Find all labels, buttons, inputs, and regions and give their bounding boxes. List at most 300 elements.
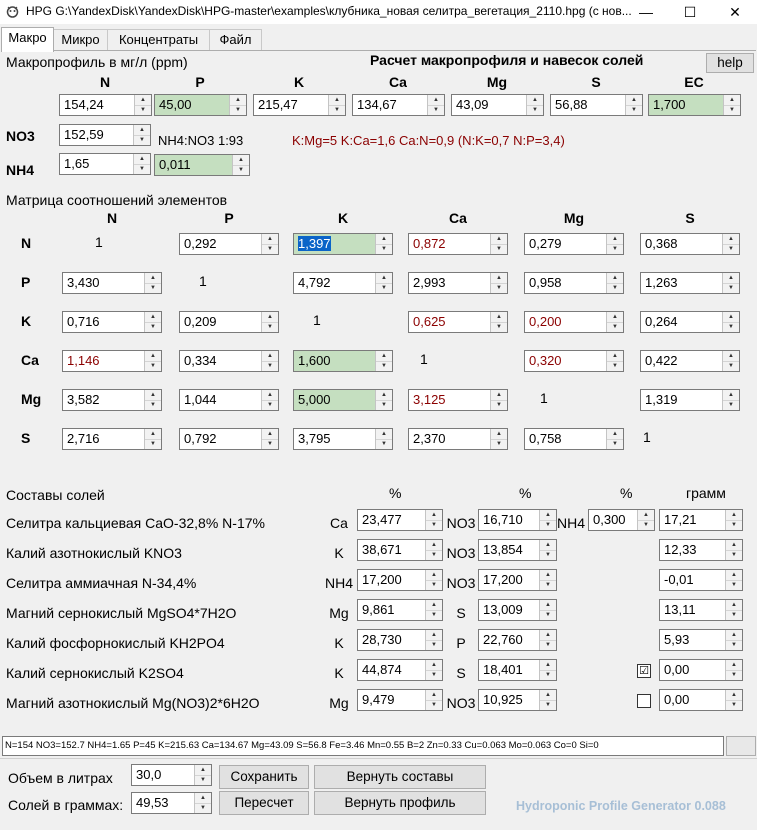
spin-buttons[interactable] [261,312,278,332]
matrix-cell-K-Ca[interactable] [408,311,508,333]
spin-buttons[interactable] [625,95,642,115]
spin-up-icon[interactable]: ▲ [426,660,442,671]
spin-down-icon[interactable]: ▼ [431,642,437,648]
spin-up-icon[interactable]: ▲ [491,234,507,245]
salt-percent-2-input[interactable] [478,659,557,681]
spin-up-icon[interactable]: ▲ [426,540,442,551]
nh4-input[interactable] [59,153,151,175]
matrix-cell-Mg-S-value: 1,319 [645,392,678,407]
spin-buttons[interactable] [539,690,556,710]
spin-up-icon[interactable]: ▲ [491,429,507,440]
spin-down-icon[interactable]: ▼ [731,582,737,588]
spin-up-icon[interactable]: ▲ [607,273,623,284]
spin-buttons[interactable] [606,429,623,449]
spin-up-icon[interactable]: ▲ [540,510,556,521]
spin-buttons[interactable] [134,95,151,115]
spin-buttons[interactable] [232,155,249,175]
spin-down-icon[interactable]: ▼ [267,402,273,408]
spin-up-icon[interactable]: ▲ [540,540,556,551]
spin-up-icon[interactable]: ▲ [262,351,278,362]
spin-buttons[interactable] [490,312,507,332]
macro-header-Ca: Ca [389,74,407,90]
matrix-cell-Mg-P-value: 1,044 [184,392,217,407]
restore-profile-button[interactable]: Вернуть профиль [314,791,486,815]
spin-buttons[interactable] [526,95,543,115]
spin-down-icon[interactable]: ▼ [612,441,618,447]
macro-p-input[interactable] [154,94,247,116]
spin-buttons[interactable] [606,234,623,254]
spin-down-icon[interactable]: ▼ [496,324,502,330]
matrix-cell-Ca-S[interactable] [640,350,740,372]
spin-up-icon[interactable]: ▲ [134,125,150,136]
close-button[interactable]: ✕ [729,3,741,20]
spin-buttons[interactable] [539,570,556,590]
spin-down-icon[interactable]: ▼ [431,702,437,708]
salt-percent-1-input[interactable] [357,689,443,711]
spin-up-icon[interactable]: ▲ [626,95,642,106]
spin-buttons[interactable] [722,312,739,332]
salt-percent-1-input[interactable] [357,599,443,621]
spin-up-icon[interactable]: ▲ [607,429,623,440]
salt-grams-input[interactable] [659,509,743,531]
spin-down-icon[interactable]: ▼ [139,137,145,143]
spin-buttons[interactable] [144,312,161,332]
spin-down-icon[interactable]: ▼ [731,522,737,528]
spin-down-icon[interactable]: ▼ [728,324,734,330]
spin-buttons[interactable] [490,390,507,410]
salt-grams-input[interactable] [659,569,743,591]
salt-element-2: NO3 [446,695,476,711]
spin-buttons[interactable] [425,510,442,530]
matrix-row-N: N [21,235,32,251]
spin-up-icon[interactable]: ▲ [724,95,740,106]
percent-header-1: % [389,485,402,501]
spin-buttons[interactable] [375,273,392,293]
spin-down-icon[interactable]: ▼ [545,552,551,558]
spin-down-icon[interactable]: ▼ [433,107,439,113]
calc-title: Расчет макропрофиля и навесок солей [370,52,644,68]
salt-name: Калий сернокислый K2SO4 [6,665,184,681]
spin-buttons[interactable] [539,630,556,650]
matrix-cell-N-Mg[interactable] [524,233,624,255]
spin-down-icon[interactable]: ▼ [140,107,146,113]
matrix-cell-S-P-value: 0,792 [184,431,217,446]
spin-up-icon[interactable]: ▲ [726,570,742,581]
spin-buttons[interactable] [425,540,442,560]
spin-down-icon[interactable]: ▼ [545,642,551,648]
matrix-cell-K-N[interactable] [62,311,162,333]
spin-up-icon[interactable]: ▲ [491,390,507,401]
status-box [726,736,756,756]
tab-macro[interactable]: Макро [1,27,54,52]
spin-up-icon[interactable]: ▲ [607,351,623,362]
salt-grams-input-value: 13,11 [664,602,696,617]
spin-up-icon[interactable]: ▲ [426,690,442,701]
spin-buttons[interactable] [375,390,392,410]
spin-buttons[interactable] [229,95,246,115]
matrix-cell-Ca-P[interactable] [179,350,279,372]
matrix-cell-N-P[interactable] [179,233,279,255]
matrix-cell-Ca-K-value: 1,600 [298,353,331,368]
spin-buttons[interactable] [425,630,442,650]
spin-up-icon[interactable]: ▲ [723,312,739,323]
spin-buttons[interactable] [144,390,161,410]
spin-up-icon[interactable]: ▲ [491,273,507,284]
spin-up-icon[interactable]: ▲ [726,630,742,641]
spin-up-icon[interactable]: ▲ [540,690,556,701]
matrix-col-S: S [685,210,695,226]
matrix-cell-P-K[interactable] [293,272,393,294]
spin-buttons[interactable] [725,540,742,560]
matrix-cell-S-Ca[interactable] [408,428,508,450]
spin-down-icon[interactable]: ▼ [496,441,502,447]
spin-down-icon[interactable]: ▼ [200,805,206,811]
macro-n-input[interactable] [59,94,152,116]
spin-buttons[interactable] [375,429,392,449]
spin-down-icon[interactable]: ▼ [150,285,156,291]
spin-up-icon[interactable]: ▲ [134,154,150,165]
spin-down-icon[interactable]: ▼ [267,246,273,252]
spin-buttons[interactable] [606,312,623,332]
spin-up-icon[interactable]: ▲ [540,570,556,581]
matrix-cell-P-N[interactable] [62,272,162,294]
spin-buttons[interactable] [539,540,556,560]
matrix-cell-Mg-S[interactable] [640,389,740,411]
salt-percent-1-input[interactable] [357,569,443,591]
spin-buttons[interactable] [723,95,740,115]
spin-up-icon[interactable]: ▲ [262,429,278,440]
spin-up-icon[interactable]: ▲ [426,570,442,581]
spin-down-icon[interactable]: ▼ [731,642,737,648]
salt-grams-input[interactable] [659,689,743,711]
matrix-cell-K-Mg[interactable] [524,311,624,333]
spin-up-icon[interactable]: ▲ [726,540,742,551]
salt-percent-1-input[interactable] [357,509,443,531]
spin-up-icon[interactable]: ▲ [376,351,392,362]
spin-buttons[interactable] [725,570,742,590]
spin-up-icon[interactable]: ▲ [607,312,623,323]
salt-grams-input-value: -0,01 [664,572,694,587]
matrix-row-K: K [21,313,32,329]
spin-buttons[interactable] [261,390,278,410]
spin-buttons[interactable] [539,510,556,530]
spin-down-icon[interactable]: ▼ [631,107,637,113]
spin-up-icon[interactable]: ▲ [426,510,442,521]
macro-header-EC: EC [684,74,704,90]
salt-name: Селитра аммиачная N-34,4% [6,575,197,591]
spin-up-icon[interactable]: ▲ [426,630,442,641]
spin-buttons[interactable] [606,273,623,293]
spin-up-icon[interactable]: ▲ [726,510,742,521]
matrix-cell-N-Ca[interactable] [408,233,508,255]
matrix-cell-P-Mg[interactable] [524,272,624,294]
spin-down-icon[interactable]: ▼ [728,285,734,291]
salt-percent-1-input[interactable] [357,629,443,651]
spin-up-icon[interactable]: ▲ [262,390,278,401]
matrix-cell-S-N[interactable] [62,428,162,450]
spin-buttons[interactable] [722,390,739,410]
spin-down-icon[interactable]: ▼ [381,441,387,447]
spin-up-icon[interactable]: ▲ [230,95,246,106]
spin-down-icon[interactable]: ▼ [532,107,538,113]
spin-buttons[interactable] [490,234,507,254]
spin-buttons[interactable] [539,660,556,680]
spin-buttons[interactable] [427,95,444,115]
spin-up-icon[interactable]: ▲ [329,95,345,106]
spin-buttons[interactable] [722,273,739,293]
matrix-cell-P-Ca[interactable] [408,272,508,294]
spin-up-icon[interactable]: ▲ [145,351,161,362]
spin-up-icon[interactable]: ▲ [726,660,742,671]
matrix-cell-K-S-value: 0,264 [645,314,678,329]
salt-percent-2-input[interactable] [478,509,557,531]
spin-down-icon[interactable]: ▼ [545,672,551,678]
spin-down-icon[interactable]: ▼ [496,402,502,408]
spin-buttons[interactable] [261,234,278,254]
spin-down-icon[interactable]: ▼ [235,107,241,113]
matrix-row-S: S [21,430,31,446]
spin-buttons[interactable] [328,95,345,115]
salt-percent-1-input-value: 9,479 [362,692,395,707]
matrix-cell-S-P[interactable] [179,428,279,450]
matrix-cell-Ca-N[interactable] [62,350,162,372]
spin-down-icon[interactable]: ▼ [731,702,737,708]
spin-down-icon[interactable]: ▼ [496,246,502,252]
spin-down-icon[interactable]: ▼ [431,522,437,528]
spin-buttons[interactable] [425,660,442,680]
tab-micro[interactable]: Микро [53,29,108,51]
spin-down-icon[interactable]: ▼ [643,522,649,528]
spin-buttons[interactable] [375,351,392,371]
spin-buttons[interactable] [261,351,278,371]
macro-s-input[interactable] [550,94,643,116]
spin-up-icon[interactable]: ▲ [376,234,392,245]
spin-down-icon[interactable]: ▼ [728,402,734,408]
spin-up-icon[interactable]: ▲ [376,273,392,284]
spin-buttons[interactable] [539,600,556,620]
spin-up-icon[interactable]: ▲ [426,600,442,611]
spin-buttons[interactable] [637,510,654,530]
spin-buttons[interactable] [133,154,150,174]
spin-up-icon[interactable]: ▲ [723,351,739,362]
spin-up-icon[interactable]: ▲ [540,660,556,671]
matrix-cell-Mg-Ca[interactable] [408,389,508,411]
spin-buttons[interactable] [425,600,442,620]
tab-bar [0,27,757,51]
spin-buttons[interactable] [375,234,392,254]
spin-up-icon[interactable]: ▲ [135,95,151,106]
salt-enable-checkbox[interactable] [637,694,651,708]
spin-buttons[interactable] [144,429,161,449]
matrix-cell-P-N-value: 3,430 [67,275,100,290]
spin-down-icon[interactable]: ▼ [150,441,156,447]
nh4-secondary-input[interactable] [154,154,250,176]
spin-buttons[interactable] [144,351,161,371]
spin-up-icon[interactable]: ▲ [723,234,739,245]
spin-buttons[interactable] [722,234,739,254]
spin-up-icon[interactable]: ▲ [527,95,543,106]
spin-up-icon[interactable]: ▲ [540,600,556,611]
no3-input[interactable] [59,124,151,146]
spin-up-icon[interactable]: ▲ [262,234,278,245]
spin-buttons[interactable] [144,273,161,293]
macro-ec-input[interactable] [648,94,741,116]
spin-buttons[interactable] [606,351,623,371]
spin-down-icon[interactable]: ▼ [150,402,156,408]
matrix-cell-Mg-N[interactable] [62,389,162,411]
spin-up-icon[interactable]: ▲ [262,312,278,323]
spin-buttons[interactable] [725,510,742,530]
spin-up-icon[interactable]: ▲ [376,390,392,401]
spin-buttons[interactable] [490,273,507,293]
spin-buttons[interactable] [725,690,742,710]
spin-down-icon[interactable]: ▼ [431,552,437,558]
matrix-cell-P-S[interactable] [640,272,740,294]
salt-enable-checkbox[interactable]: ☑ [637,664,651,678]
spin-down-icon[interactable]: ▼ [431,672,437,678]
spin-buttons[interactable] [490,429,507,449]
restore-salts-button[interactable]: Вернуть составы [314,765,486,789]
matrix-cell-S-Mg[interactable] [524,428,624,450]
spin-down-icon[interactable]: ▼ [612,363,618,369]
spin-down-icon[interactable]: ▼ [612,324,618,330]
spin-down-icon[interactable]: ▼ [150,324,156,330]
spin-down-icon[interactable]: ▼ [728,363,734,369]
spin-down-icon[interactable]: ▼ [612,246,618,252]
salt-percent-2-input[interactable] [478,539,557,561]
spin-up-icon[interactable]: ▲ [145,429,161,440]
spin-down-icon[interactable]: ▼ [267,363,273,369]
spin-up-icon[interactable]: ▲ [145,390,161,401]
spin-down-icon[interactable]: ▼ [545,612,551,618]
spin-up-icon[interactable]: ▲ [491,312,507,323]
salt-grams-input[interactable] [659,659,743,681]
save-button[interactable]: Сохранить [219,765,309,789]
salt-name: Магний сернокислый MgSO4*7H2O [6,605,237,621]
matrix-col-Mg: Mg [563,210,585,226]
matrix-cell-N-K[interactable] [293,233,393,255]
salt-grams-input[interactable] [659,539,743,561]
macro-mg-input[interactable] [451,94,544,116]
tab-file[interactable]: Файл [209,29,262,51]
spin-buttons[interactable] [194,793,211,813]
spin-buttons[interactable] [133,125,150,145]
salt-grams-input-value: 0,00 [664,662,690,677]
salt-percent-1-input[interactable] [357,659,443,681]
spin-down-icon[interactable]: ▼ [150,363,156,369]
spin-down-icon[interactable]: ▼ [200,777,206,783]
spin-up-icon[interactable]: ▲ [195,765,211,776]
spin-down-icon[interactable]: ▼ [381,402,387,408]
macro-ec-input-value: 1,700 [653,97,686,112]
minimize-button[interactable]: — [639,4,653,20]
spin-down-icon[interactable]: ▼ [496,285,502,291]
salt-percent-1-input[interactable] [357,539,443,561]
tab-concentrates[interactable]: Концентраты [107,29,210,51]
spin-up-icon[interactable]: ▲ [726,690,742,701]
spin-down-icon[interactable]: ▼ [545,582,551,588]
macro-ca-input[interactable] [352,94,445,116]
spin-buttons[interactable] [725,630,742,650]
spin-down-icon[interactable]: ▼ [731,552,737,558]
no3-label: NO3 [6,128,35,144]
macro-header-S: S [591,74,601,90]
spin-buttons[interactable] [425,570,442,590]
salt-element-1: NH4 [324,575,353,591]
spin-down-icon[interactable]: ▼ [431,582,437,588]
spin-up-icon[interactable]: ▲ [145,273,161,284]
spin-down-icon[interactable]: ▼ [612,285,618,291]
salt-percent-2-input[interactable] [478,569,557,591]
salt-percent-2-input[interactable] [478,689,557,711]
spin-up-icon[interactable]: ▲ [233,155,249,166]
matrix-cell-Ca-K[interactable] [293,350,393,372]
help-button[interactable]: help [706,53,754,73]
spin-down-icon[interactable]: ▼ [729,107,735,113]
matrix-cell-K-S[interactable] [640,311,740,333]
salt-grams-input[interactable] [659,599,743,621]
spin-down-icon[interactable]: ▼ [381,285,387,291]
spin-up-icon[interactable]: ▲ [540,630,556,641]
spin-up-icon[interactable]: ▲ [638,510,654,521]
volume-input[interactable] [131,764,212,786]
spin-down-icon[interactable]: ▼ [545,702,551,708]
salt-element-2: NO3 [446,545,476,561]
matrix-cell-S-K[interactable] [293,428,393,450]
spin-up-icon[interactable]: ▲ [723,390,739,401]
spin-down-icon[interactable]: ▼ [267,441,273,447]
spin-down-icon[interactable]: ▼ [545,522,551,528]
spin-up-icon[interactable]: ▲ [726,600,742,611]
spin-buttons[interactable] [261,429,278,449]
spin-up-icon[interactable]: ▲ [195,793,211,804]
spin-down-icon[interactable]: ▼ [267,324,273,330]
salt-grams-input[interactable] [659,629,743,651]
matrix-cell-Mg-K[interactable] [293,389,393,411]
salts-grams-input[interactable] [131,792,212,814]
spin-down-icon[interactable]: ▼ [731,672,737,678]
spin-up-icon[interactable]: ▲ [376,429,392,440]
spin-buttons[interactable] [425,690,442,710]
spin-buttons[interactable] [725,660,742,680]
spin-buttons[interactable] [194,765,211,785]
spin-buttons[interactable] [725,600,742,620]
spin-down-icon[interactable]: ▼ [731,612,737,618]
salt-percent-2-input[interactable] [478,629,557,651]
spin-down-icon[interactable]: ▼ [381,363,387,369]
matrix-cell-Ca-Mg[interactable] [524,350,624,372]
spin-buttons[interactable] [722,351,739,371]
spin-up-icon[interactable]: ▲ [428,95,444,106]
matrix-cell-Mg-P[interactable] [179,389,279,411]
matrix-cell-K-P[interactable] [179,311,279,333]
spin-up-icon[interactable]: ▲ [145,312,161,323]
recalc-button[interactable]: Пересчет [219,791,309,815]
spin-up-icon[interactable]: ▲ [723,273,739,284]
maximize-button[interactable]: ☐ [683,3,697,20]
macro-k-input[interactable] [253,94,346,116]
matrix-cell-N-S[interactable] [640,233,740,255]
spin-down-icon[interactable]: ▼ [139,166,145,172]
spin-down-icon[interactable]: ▼ [238,167,244,173]
spin-up-icon[interactable]: ▲ [607,234,623,245]
spin-down-icon[interactable]: ▼ [728,246,734,252]
salt-percent-2-input[interactable] [478,599,557,621]
spin-down-icon[interactable]: ▼ [334,107,340,113]
salt-percent-3-input[interactable] [588,509,655,531]
spin-down-icon[interactable]: ▼ [431,612,437,618]
spin-down-icon[interactable]: ▼ [381,246,387,252]
